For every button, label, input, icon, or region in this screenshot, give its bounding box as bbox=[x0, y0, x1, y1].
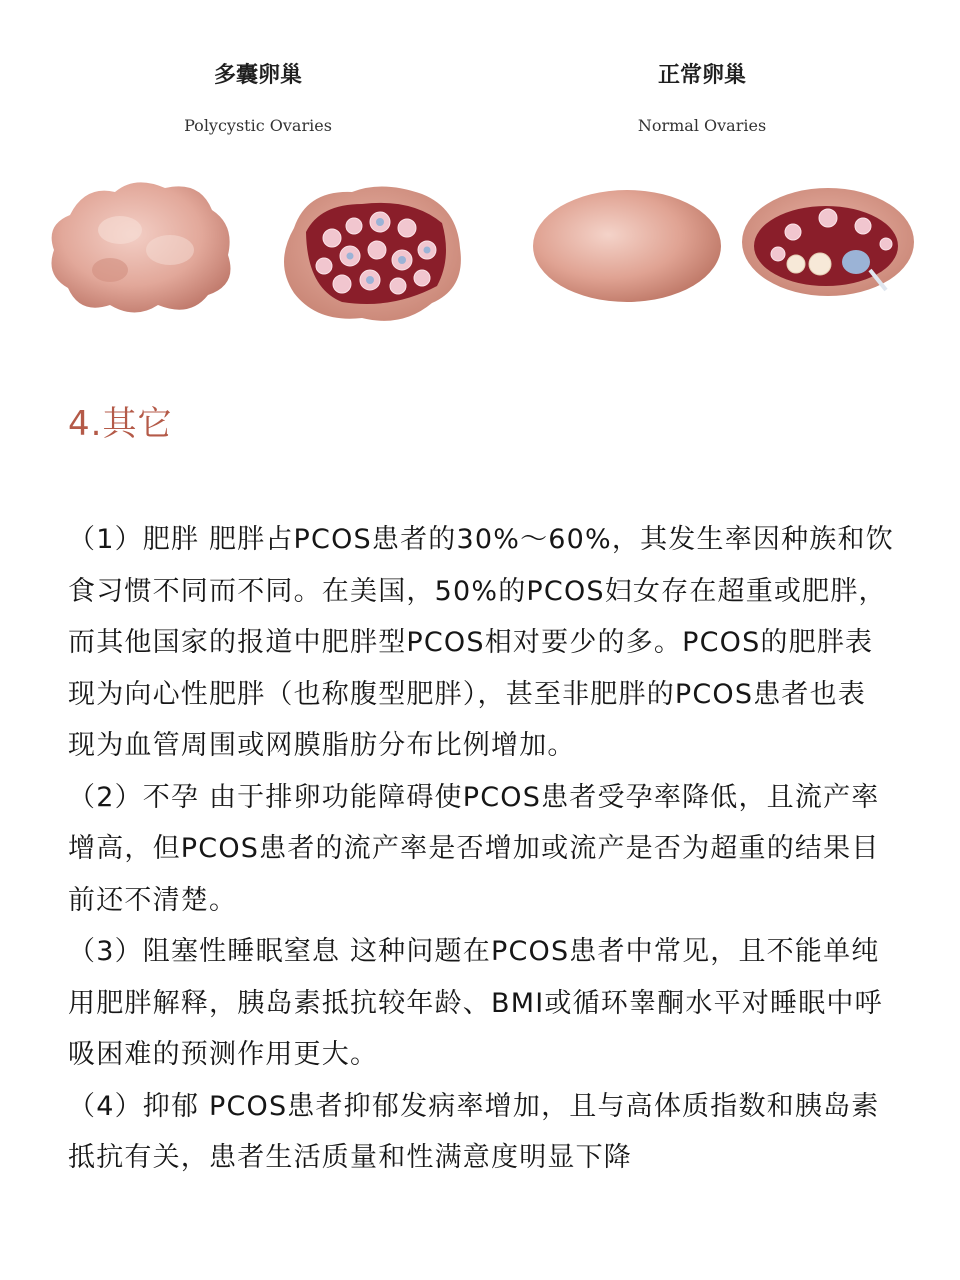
paragraph-sleep-apnea: （3）阻塞性睡眠窒息 这种问题在PCOS患者中常见，且不能单纯用肥胖解释，胰岛素抵抗较年龄、BMI或循环睾酮水平对睡眠中呼吸困难的预测作用更大。 bbox=[68, 936, 883, 1070]
polycystic-ovary-exterior bbox=[40, 170, 240, 320]
ovary-illustration bbox=[0, 0, 960, 360]
polycystic-subtitle: Polycystic Ovaries bbox=[184, 116, 332, 135]
article-body bbox=[68, 514, 894, 1184]
paragraph-infertility: （2）不孕 由于排卵功能障碍使PCOS患者受孕率降低，且流产率增高，但PCOS患者的流产率是否增加或流产是否为超重的结果目前还不清楚。 bbox=[68, 781, 880, 916]
paragraph-obesity: （1）肥胖 肥胖占PCOS患者的30%～60%，其发生率因种族和饮食习惯不同而不同。在美国，50%的PCOS妇女存在超重或肥胖，而其他国家的报道中肥胖型PCOS相对要少的多。PCOS的肥胖表现为向心性肥胖（也称腹型肥胖），甚至非肥胖的PCOS患者也表现为血管周围或网膜脂肪分布比例增加。 bbox=[68, 524, 894, 761]
normal-title: 正常卵巢 bbox=[657, 63, 746, 88]
polycystic-title: 多囊卵巢 bbox=[213, 63, 302, 88]
normal-subtitle: Normal Ovaries bbox=[637, 116, 767, 135]
section-heading: 4.其它 bbox=[68, 404, 173, 444]
normal-ovary-exterior bbox=[528, 186, 726, 306]
paragraph-depression: （4）抑郁 PCOS患者抑郁发病率增加，且与高体质指数和胰岛素抵抗有关，患者生活质量和性满意度明显下降 bbox=[68, 1090, 880, 1173]
polycystic-ovary-cross-section bbox=[272, 178, 468, 328]
normal-ovary-cross-section bbox=[738, 182, 918, 302]
